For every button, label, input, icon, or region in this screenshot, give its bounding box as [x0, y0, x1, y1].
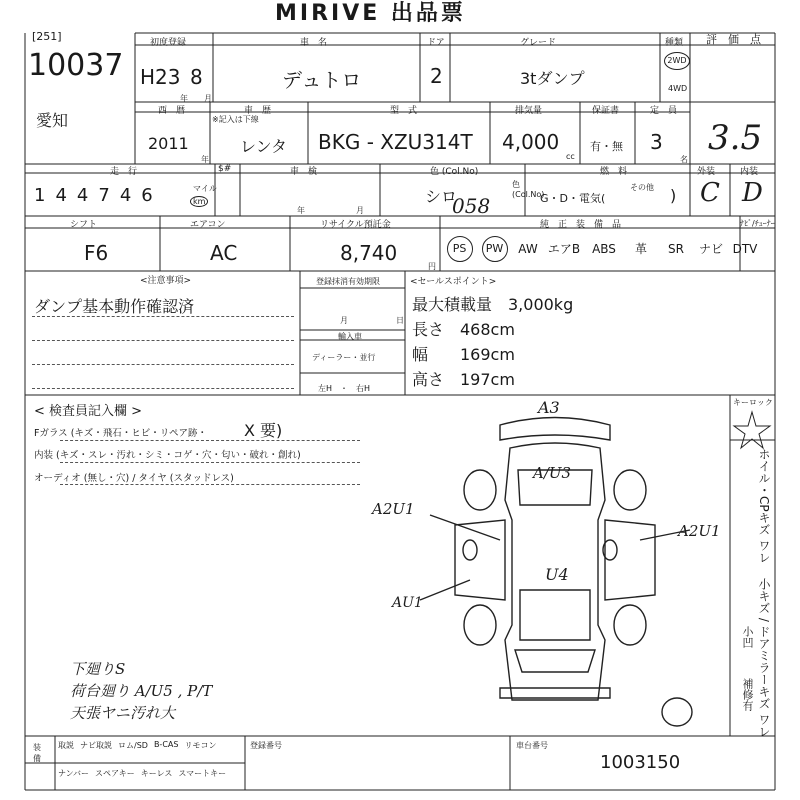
score-value: 3.5 — [708, 118, 763, 158]
damage-mark: U4 — [545, 565, 569, 584]
legend-repair: 補修有 — [741, 678, 754, 711]
diagram-front-bumper — [500, 688, 610, 698]
label-car-name: 車 名 — [300, 38, 328, 48]
label-warranty: 保証書 — [592, 106, 620, 116]
model-year: 2011 — [148, 134, 189, 153]
label-color: 色 (Col.No) — [430, 167, 479, 177]
prefecture: 愛知 — [36, 111, 69, 130]
damage-mark: A2U1 — [372, 500, 415, 518]
drive-4wd: 4WD — [668, 84, 688, 93]
equip-airbag: エアB — [547, 242, 581, 256]
handwritten-line: 下廻りS — [70, 660, 126, 678]
model-code: BKG - XZU314T — [318, 130, 473, 154]
damage-mark: AU1 — [392, 595, 423, 611]
label-fuel: 燃 料 — [600, 167, 628, 177]
diagram-wheel — [464, 605, 496, 645]
glass-line: Fガラス (キズ・飛石・ヒビ・リペア跡・ — [34, 428, 208, 439]
capacity-unit: 名 — [680, 155, 688, 164]
caution-text: ダンプ基本動作確認済 — [34, 297, 195, 316]
audio-line: オーディオ (無し・穴) / タイヤ (スタッドレス) — [34, 473, 234, 484]
label-navi-tuner: ﾅﾋﾞ/ﾁｭｰﾅｰ — [740, 219, 775, 228]
diagram-leader — [430, 515, 500, 540]
diagram-spare-tire — [662, 698, 692, 726]
glass-mark: X 要) — [244, 421, 283, 440]
handwritten-line: 天張ヤニ汚れ大 — [70, 704, 176, 722]
bottom-option: ナビ取説 — [80, 741, 112, 750]
equip-ps: PS — [442, 236, 477, 270]
interior-grade: D — [742, 178, 763, 208]
label-mileage: 走 行 — [110, 167, 138, 177]
diagram-leader — [420, 580, 470, 600]
mileage-digit: 4 — [76, 185, 99, 206]
damage-mark: A2U1 — [678, 522, 721, 540]
color-name: シロ — [425, 187, 458, 206]
label-history: 車 歴 — [244, 106, 272, 116]
diagram-left-side — [455, 520, 505, 600]
year-unit: 年 — [201, 155, 209, 164]
bottom-option: キーレス — [140, 769, 173, 778]
reg-expiry-month: 月 — [340, 316, 348, 325]
color-change-label: 色 (Col.No) — [512, 180, 545, 199]
sales-point: 最大積載量 3,000kg — [412, 295, 574, 314]
first-reg-month: 8 — [190, 65, 203, 89]
bottom-option: 取説 — [58, 741, 74, 750]
inspection-month-unit: 月 — [356, 206, 364, 215]
keylock-star-icon — [734, 412, 770, 448]
label-recycle: リサイクル預託金 — [320, 220, 391, 230]
bottom-options-row1 — [58, 740, 216, 751]
equip-leather: 革 — [634, 242, 647, 256]
label-shift: シフト — [70, 220, 98, 230]
car-name: デュトロ — [282, 68, 362, 92]
unit-year: 年 — [180, 94, 188, 103]
handle-side: 左H ・ 右H — [318, 384, 371, 393]
label-grade: グレード — [520, 38, 557, 48]
first-reg-era: H23 — [140, 65, 181, 89]
label-year: 西 暦 — [158, 106, 186, 116]
import-label: 輸入車 — [338, 332, 362, 341]
diagram-rear-bumper — [500, 418, 610, 441]
doors: 2 — [430, 64, 443, 88]
sales-point-label: <セールスポイント> — [410, 277, 497, 287]
color-number: 058 — [452, 194, 491, 218]
label-type: 種類 — [665, 38, 684, 48]
bottom-option: リモコン — [184, 741, 217, 750]
exterior-grade: C — [700, 178, 720, 208]
bottom-side-label: 装備 — [33, 743, 41, 763]
damage-mark: A3 — [538, 398, 560, 417]
mileage-digit: 1 — [34, 185, 56, 206]
label-door: ドア — [427, 38, 445, 48]
diagram-small-circle — [463, 540, 477, 560]
form-title: MIRIVE 出品票 — [275, 1, 466, 26]
mileage-digit: 7 — [98, 185, 120, 206]
bottom-options-row2 — [58, 768, 226, 779]
label-score: 評 価 点 — [706, 33, 761, 46]
bottom-option: B-CAS — [153, 740, 179, 749]
label-aircon: エアコン — [190, 220, 226, 230]
label-interior: 内装 — [740, 167, 759, 177]
equip-dtv: DTV — [732, 242, 758, 256]
unit-month: 月 — [204, 94, 212, 103]
grade: 3tダンプ — [520, 69, 585, 88]
lot-bracket: [251] — [32, 30, 62, 43]
mileage-digit: 4 — [55, 185, 77, 206]
label-exterior: 外装 — [697, 167, 716, 177]
recycle-yen: 円 — [428, 262, 436, 271]
label-equipment: 純 正 装 備 品 — [540, 220, 622, 230]
handwritten-line: 荷台廻り A/U5 , P/T — [70, 682, 213, 700]
history-note: ※記入は下線 — [212, 115, 259, 124]
mileage-unit-km: km — [190, 196, 208, 207]
equip-sunroof: SR — [668, 242, 684, 256]
label-model: 型 式 — [390, 106, 418, 116]
fuel-close: ) — [670, 186, 677, 205]
interior-line: 内装 (キズ・スレ・汚れ・シミ・コゲ・穴・匂い・破れ・創れ) — [34, 450, 301, 461]
mileage-digit: 4 — [119, 185, 142, 206]
damage-mark: A/U3 — [533, 464, 572, 482]
reg-expiry-day: 日 — [396, 316, 404, 325]
label-first-reg: 初度登録 — [150, 38, 187, 48]
lot-number: 10037 — [28, 48, 124, 83]
label-displacement: 排気量 — [515, 106, 543, 116]
equip-navi: ナビ — [698, 242, 723, 256]
diagram-cab — [520, 590, 590, 640]
drive-2wd-circle: 2WD — [664, 52, 690, 70]
diagram-wheel — [614, 605, 646, 645]
displacement-unit: cc — [566, 152, 575, 161]
vin-label: 車台番号 — [516, 741, 548, 750]
recycle-value: 8,740 — [340, 241, 398, 265]
bottom-option: スペアキー — [95, 769, 135, 778]
import-value: ディーラー・並行 — [312, 353, 376, 362]
bottom-option: ロム/SD — [118, 741, 148, 750]
bottom-option: スマートキー — [178, 769, 227, 778]
caution-label: <注意事項> — [140, 276, 192, 286]
diagram-windshield — [515, 650, 595, 672]
keylock-label: キーロック — [733, 398, 773, 407]
displacement: 4,000 — [502, 130, 560, 154]
capacity: 3 — [650, 130, 663, 154]
diagram-wheel — [614, 470, 646, 510]
warranty: 有・無 — [590, 140, 623, 153]
equip-pw: PW — [477, 236, 512, 270]
mileage-unit-mile: マイル — [193, 184, 217, 193]
reg-expiry-label: 登録抹消有効期限 — [316, 277, 380, 286]
label-inspection: 車 検 — [290, 167, 318, 177]
aircon-value: AC — [210, 241, 238, 265]
inspection-year-unit: 年 — [297, 206, 305, 215]
reg-number-label: 登録番号 — [250, 741, 282, 750]
history: レンタ — [240, 137, 287, 156]
sales-point: 幅 169cm — [412, 345, 515, 364]
legend-small-dent: 小凹 — [741, 626, 754, 648]
fuel-other: その他 — [630, 183, 654, 192]
vin-value: 1003150 — [600, 752, 681, 773]
legend-door-mirror: 小キズ / ドアミラーキズ ワレ — [757, 578, 771, 738]
sales-point: 高さ 197cm — [412, 370, 515, 389]
shift-value: F6 — [84, 241, 109, 265]
equip-aw: AW — [518, 242, 538, 256]
bottom-option: ナンバー — [58, 769, 90, 778]
mileage-digit: 6 — [141, 185, 163, 206]
inspector-heading: < 検査員記入欄 > — [34, 404, 143, 419]
equip-abs: ABS — [592, 242, 616, 256]
sales-point: 長さ 468cm — [412, 320, 515, 339]
label-capacity: 定 員 — [650, 106, 678, 116]
fuel-options: G・D・電気( — [540, 192, 606, 205]
diagram-wheel — [464, 470, 496, 510]
legend-wheel: ホイル・CPキズ ワレ — [757, 448, 771, 564]
label-prev-reg: $# — [218, 164, 232, 174]
